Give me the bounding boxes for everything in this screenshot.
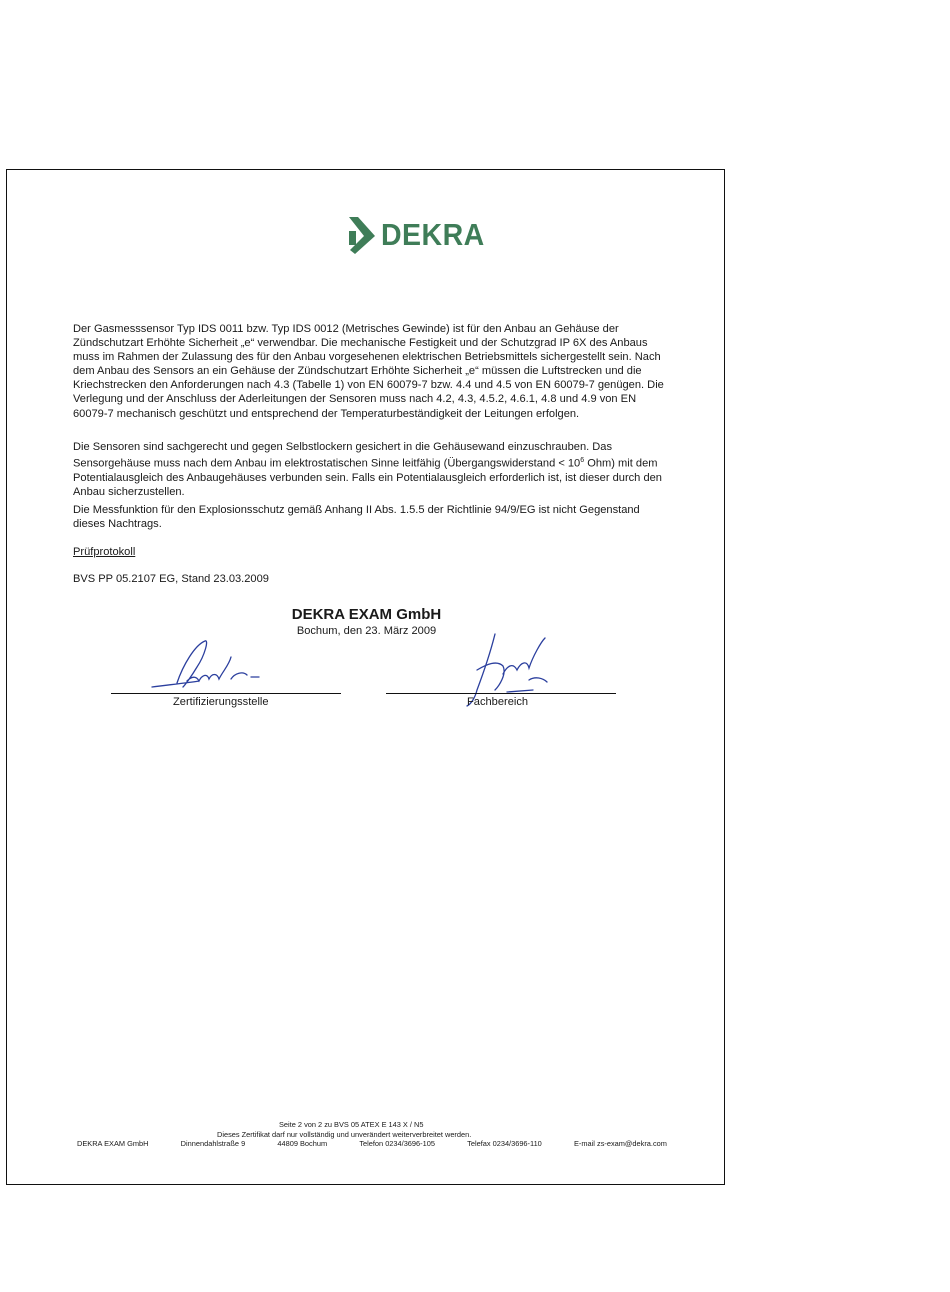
signature-label-left: Zertifizierungsstelle — [173, 696, 269, 708]
dekra-logo-wordmark: DEKRA — [381, 217, 485, 252]
signature-label-right: Fachbereich — [467, 696, 529, 708]
paragraph-sensors: Die Sensoren sind sachgerecht und gegen Selbstlockern gesichert in die Gehäusewand einzuschrauben. Das Sensorgehäuse muss nach dem Anbau im elektrostatischen Sinne leitfähig (Übergangswiderstand < $10^6$ Ohm) mit dem Potentialausgleich des Anbaugehäuses verbunden sein. Falls ein Potentialausgleich erforderlich ist, ist dieser durch den Anbau sicherzustellen. — [73, 441, 662, 498]
footer-phone: Telefon 0234/3696-105 — [359, 1139, 435, 1148]
test-report-heading: Prüfprotokoll — [73, 546, 136, 558]
dekra-logo — [345, 215, 494, 255]
footer-distribution-note: Dieses Zertifikat darf nur vollständig und unverändert weiterverbreitet werden. — [217, 1130, 472, 1139]
signature-line-right — [386, 693, 616, 694]
footer-city: 44809 Bochum — [277, 1139, 328, 1148]
signature-line-left — [111, 693, 341, 694]
paragraph-installation: Der Gasmesssensor Typ IDS 0011 bzw. Typ IDS 0012 (Metrisches Gewinde) ist für den Anbau an Gehäuse der Zündschutzart Erhöhte Sicherheit „e“ verwendbar. Die mechanische Festigkeit und der Schutzgrad IP 6X des Anbaus muss im Rahmen der Zulassung des für den Anbau vorgesehenen elektrischen Betriebsmittels sichergestellt sein. Nach dem Anbau des Sensors an ein Gehäuse der Zündschutzart Erhöhte Sicherheit „e“ müssen die Luftstrecken und die Kriechstrecken den Anforderungen nach 4.3 (Tabelle 1) von EN 60079-7 bzw. 4.4 und 4.5 von EN 60079-7 genügen. Die Verlegung und der Anschluss der Aderleitungen der Sensoren muss nach 4.2, 4.3, 4.5.2, 4.6.1, 4.8 und 4.9 von EN 60079-7 mechanisch geschützt und entsprechend der Temperaturbeständigkeit der Leitungen erfolgen. — [73, 323, 664, 420]
footer-street: Dinnendahlstraße 9 — [180, 1139, 246, 1148]
certificate-page — [6, 169, 725, 1185]
footer-email: E-mail zs-exam@dekra.com — [574, 1139, 667, 1148]
footer-page-reference: Seite 2 von 2 zu BVS 05 ATEX E 143 X / N5 — [279, 1120, 424, 1129]
place-and-date: Bochum, den 23. März 2009 — [296, 625, 437, 637]
signature-left — [147, 635, 267, 695]
footer-company: DEKRA EXAM GmbH — [77, 1139, 149, 1148]
dekra-logo-mark-icon — [345, 215, 377, 255]
footer-contact-row — [77, 1139, 667, 1148]
paragraph-measuring-function: Die Messfunktion für den Explosionsschutz gemäß Anhang II Abs. 1.5.5 der Richtlinie 94/9/EG ist nicht Gegenstand dieses Nachtrags. — [73, 504, 640, 531]
test-report-reference: BVS PP 05.2107 EG, Stand 23.03.2009 — [73, 573, 269, 585]
issuer-company: DEKRA EXAM GmbH — [291, 606, 442, 623]
footer-fax: Telefax 0234/3696-110 — [467, 1139, 542, 1148]
